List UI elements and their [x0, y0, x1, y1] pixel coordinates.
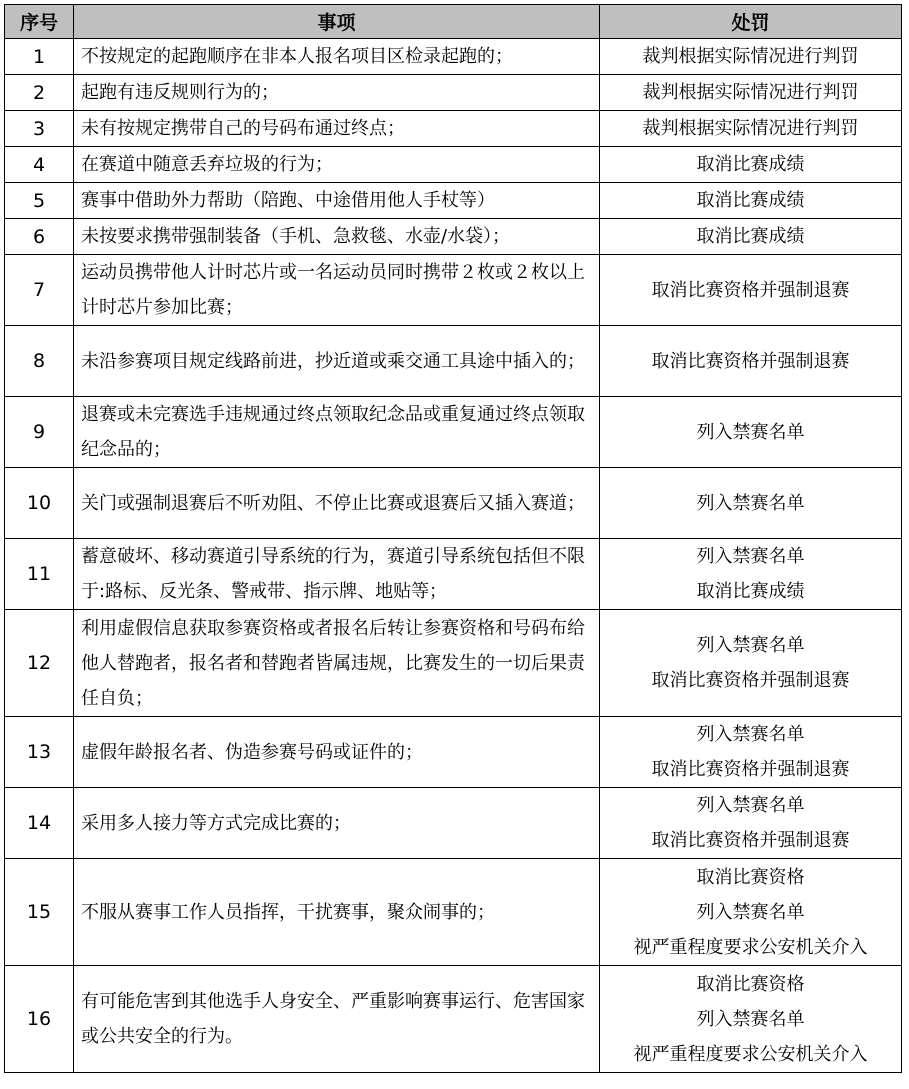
row-penalty: [600, 966, 902, 1073]
penalty-line: 取消比赛资格并强制退赛: [651, 830, 850, 851]
row-item: 有可能危害到其他选手人身安全、严重影响赛事运行、危害国家或公共安全的行为。: [74, 966, 600, 1073]
row-number: 1: [5, 39, 74, 75]
penalty-line: 取消比赛资格并强制退赛: [651, 670, 850, 691]
table-row: [5, 468, 902, 539]
row-penalty: [600, 397, 902, 468]
row-number: 13: [5, 717, 74, 788]
table-row: [5, 183, 902, 219]
table-row: [5, 539, 902, 610]
penalty-line: 取消比赛成绩: [696, 226, 805, 247]
row-number: 5: [5, 183, 74, 219]
row-penalty: [600, 326, 902, 397]
penalty-line: 视严重程度要求公安机关介入: [633, 1043, 868, 1065]
table-row: [5, 326, 902, 397]
row-item: 未有按规定携带自己的号码布通过终点；: [74, 111, 600, 147]
table-row: [5, 75, 902, 111]
row-penalty: [600, 39, 902, 75]
penalty-line: 列入禁赛名单: [696, 546, 805, 567]
penalty-line: 取消比赛成绩: [696, 581, 805, 602]
row-item: 未按要求携带强制装备（手机、急救毯、水壶/水袋）；: [74, 219, 600, 255]
row-number: 16: [5, 966, 74, 1073]
row-item: 退赛或未完赛选手违规通过终点领取纪念品或重复通过终点领取纪念品的；: [74, 397, 600, 468]
row-penalty: [600, 219, 902, 255]
penalty-line: 取消比赛资格: [696, 866, 805, 888]
row-number: 15: [5, 859, 74, 966]
row-number: 12: [5, 610, 74, 717]
penalty-line: 列入禁赛名单: [696, 1008, 805, 1030]
row-number: 3: [5, 111, 74, 147]
penalty-line: 列入禁赛名单: [696, 421, 805, 443]
header-item: 事项: [74, 5, 600, 39]
table-row: [5, 147, 902, 183]
penalty-line: 取消比赛成绩: [696, 190, 805, 211]
penalty-line: 取消比赛资格并强制退赛: [651, 350, 850, 372]
row-item: 起跑有违反规则行为的；: [74, 75, 600, 111]
row-item: 利用虚假信息获取参赛资格或者报名后转让参赛资格和号码布给他人替跑者，报名者和替跑者皆属违规，比赛发生的一切后果责任自负；: [74, 610, 600, 717]
table-row: [5, 859, 902, 966]
table-row: [5, 219, 902, 255]
table-row: [5, 397, 902, 468]
row-number: 2: [5, 75, 74, 111]
row-number: 8: [5, 326, 74, 397]
penalty-line: 裁判根据实际情况进行判罚: [642, 82, 859, 103]
row-penalty: [600, 468, 902, 539]
table-row: [5, 966, 902, 1073]
penalty-line: 裁判根据实际情况进行判罚: [642, 118, 859, 139]
row-item: 采用多人接力等方式完成比赛的；: [74, 788, 600, 859]
row-item: 不按规定的起跑顺序在非本人报名项目区检录起跑的；: [74, 39, 600, 75]
row-number: 9: [5, 397, 74, 468]
penalty-line: 取消比赛资格: [696, 973, 805, 995]
table-row: [5, 39, 902, 75]
table-row: [5, 717, 902, 788]
row-penalty: [600, 111, 902, 147]
row-item: 蓄意破坏、移动赛道引导系统的行为，赛道引导系统包括但不限于:路标、反光条、警戒带、指示牌、地贴等；: [74, 539, 600, 610]
penalty-line: 列入禁赛名单: [696, 724, 805, 745]
penalty-line: 列入禁赛名单: [696, 492, 805, 514]
row-penalty: [600, 859, 902, 966]
penalty-line: 取消比赛资格并强制退赛: [651, 279, 850, 301]
row-penalty: [600, 255, 902, 326]
row-penalty: [600, 610, 902, 717]
penalty-line: 列入禁赛名单: [696, 635, 805, 656]
row-penalty: [600, 539, 902, 610]
penalty-line: 裁判根据实际情况进行判罚: [642, 46, 859, 67]
row-item: 运动员携带他人计时芯片或一名运动员同时携带２枚或２枚以上计时芯片参加比赛；: [74, 255, 600, 326]
header-row: [5, 5, 902, 39]
table-row: [5, 111, 902, 147]
row-item: 不服从赛事工作人员指挥，干扰赛事，聚众闹事的；: [74, 859, 600, 966]
penalty-line: 取消比赛资格并强制退赛: [651, 759, 850, 780]
penalty-line: 列入禁赛名单: [696, 795, 805, 816]
row-penalty: [600, 183, 902, 219]
row-number: 14: [5, 788, 74, 859]
row-number: 4: [5, 147, 74, 183]
penalty-line: 取消比赛成绩: [696, 154, 805, 175]
row-number: 11: [5, 539, 74, 610]
table-row: [5, 255, 902, 326]
row-penalty: [600, 788, 902, 859]
row-number: 7: [5, 255, 74, 326]
row-item: 虚假年龄报名者、伪造参赛号码或证件的；: [74, 717, 600, 788]
row-item: 未沿参赛项目规定线路前进，抄近道或乘交通工具途中插入的；: [74, 326, 600, 397]
rules-table: [4, 4, 902, 1073]
header-num: 序号: [5, 5, 74, 39]
table-row: [5, 610, 902, 717]
row-penalty: [600, 75, 902, 111]
penalty-line: 视严重程度要求公安机关介入: [633, 936, 868, 958]
row-item: 关门或强制退赛后不听劝阻、不停止比赛或退赛后又插入赛道；: [74, 468, 600, 539]
row-penalty: [600, 717, 902, 788]
header-penalty: 处罚: [600, 5, 902, 39]
row-item: 在赛道中随意丢弃垃圾的行为；: [74, 147, 600, 183]
penalty-line: 列入禁赛名单: [696, 901, 805, 923]
row-item: 赛事中借助外力帮助（陪跑、中途借用他人手杖等）: [74, 183, 600, 219]
row-penalty: [600, 147, 902, 183]
table-row: [5, 788, 902, 859]
table-body: [5, 39, 902, 1073]
row-number: 6: [5, 219, 74, 255]
row-number: 10: [5, 468, 74, 539]
